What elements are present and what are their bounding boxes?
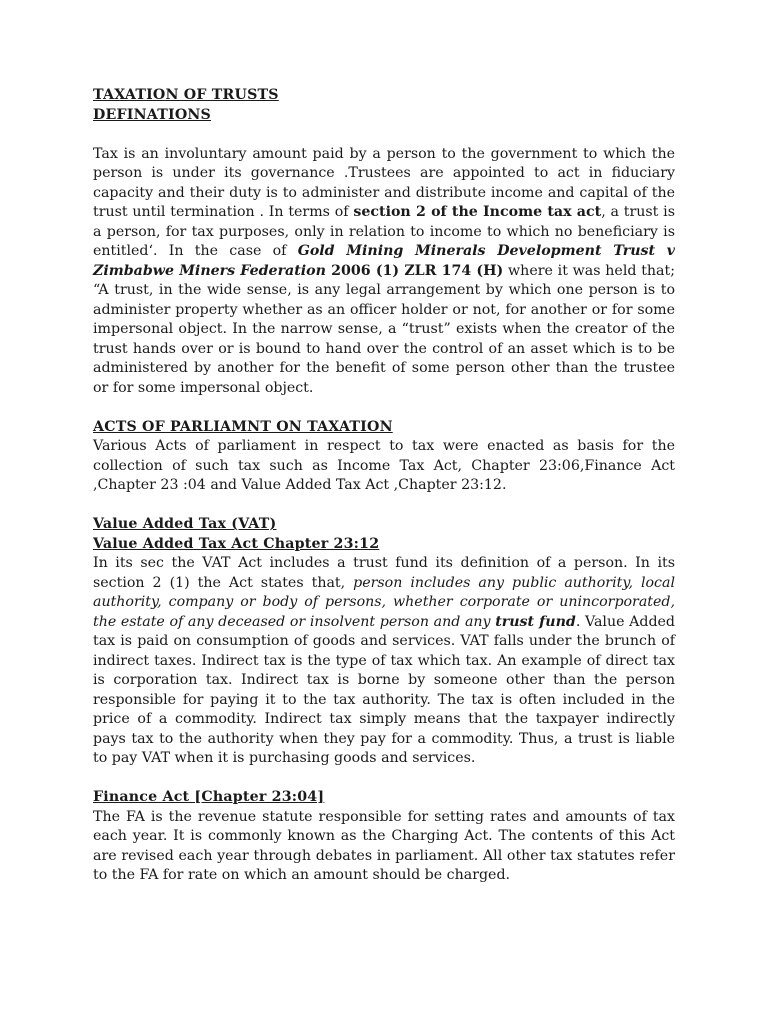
definitions-heading: DEFINATIONS [93,106,211,123]
definitions-text-1: Tax is an involuntary amount paid by a person to the government to which the person is under its governance .Trustees are appointed to act in fiduciary capacity and their duty is to administer and distribute income and capital of the trust until termination . In terms of [93,145,675,220]
spacer [93,769,675,789]
vat-heading: Value Added Tax (VAT) [93,516,277,532]
trust-fund-term: trust fund [495,613,576,630]
vat-act-heading: Value Added Tax Act Chapter 23:12 [93,535,380,552]
statute-reference: section 2 of the Income tax act [353,204,602,220]
spacer [93,125,675,145]
acts-paragraph: Various Acts of parliament in respect to tax were enacted as basis for the collection of such tax such as Income Tax Act, Chapter 23:06,Finance Act ,Chapter 23 :04 and Value Added Tax Act ,Chapter 23:12. [93,438,675,493]
case-citation: 2006 (1) ZLR 174 (H) [325,262,504,279]
acts-heading: ACTS OF PARLIAMNT ON TAXATION [93,418,393,435]
vat-definition-quote: person includes any public authority, local authority, company or body of persons, whether corporate or unincorporated, the estate of any deceased or insolvent person and any [93,574,675,630]
document-page [93,86,675,886]
definitions-text-2: , a trust is a person, for tax purposes, only in relation to income to which no beneficiary is entitled‘. In the case of [93,204,676,259]
case-name: Gold Mining Minerals Development Trust v Zimbabwe Miners Federation [93,243,675,279]
definitions-text-3: where it was held that; “A trust, in the wide sense, is any legal arrangement by which one person is to administer property whether as an officer holder or not, for another or for some impersonal object. In the narrow sense, a “trust” exists when the creator of the trust hands over or is bound to hand over the control of an asset which is to be administered by another for the benefit of some person other than the trustee or for some impersonal object. [93,262,675,396]
vat-text-1: In its sec the VAT Act includes a trust fund its definition of a person. In its section 2 (1) the Act states that, [93,555,675,591]
vat-paragraph [93,554,675,769]
finance-act-heading: Finance Act [Chapter 23:04] [93,789,325,805]
document-title: TAXATION OF TRUSTS [93,87,279,103]
definitions-paragraph [93,145,675,399]
vat-text-2: . Value Added tax is paid on consumption of goods and services. VAT falls under the brunch of indirect taxes. Indirect tax is the type of tax which tax. An example of direct tax is corporation tax. Indirect tax is borne by someone other than the person responsible for paying it to the tax authority. The tax is often included in the price of a commodity. Indirect tax simply means that the taxpayer indirectly pays tax to the authority when they pay for a commodity. Thus, a trust is liable to pay VAT when it is purchasing goods and services. [93,613,676,766]
spacer [93,398,675,418]
spacer [93,496,675,516]
finance-act-paragraph: The FA is the revenue statute responsible for setting rates and amounts of tax each year. It is commonly known as the Charging Act. The contents of this Act are revised each year through debates in parliament. All other tax statutes refer to the FA for rate on which an amount should be charged. [93,808,675,883]
